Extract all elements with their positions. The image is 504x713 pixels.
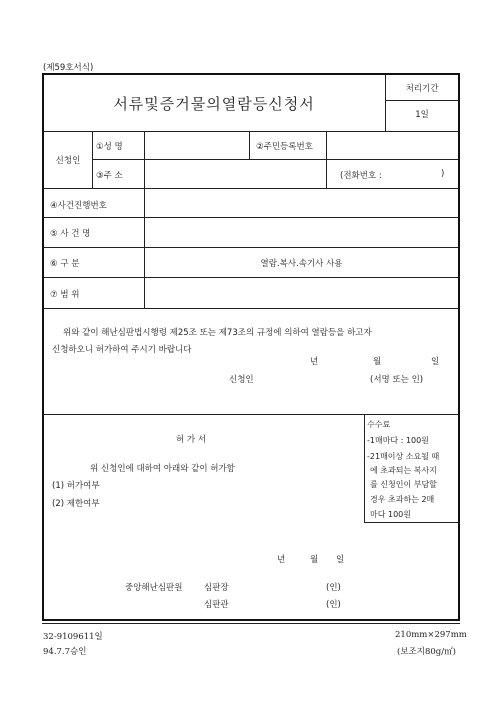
request-date-year: 년 <box>310 357 319 367</box>
permit-title: 허 가 서 <box>176 435 207 445</box>
resident-number-label: ②주민등록번호 <box>256 142 313 152</box>
address-field[interactable] <box>145 160 325 187</box>
request-signature-note: (서명 또는 인) <box>370 375 424 385</box>
name-label: ①성 명 <box>96 142 123 152</box>
fee-line3: 에 초과되는 복사지 <box>370 466 437 475</box>
permit-date-month: 월 <box>310 555 319 565</box>
footer-approval: 94.7.7승인 <box>43 647 87 657</box>
fee-line1: -1매마다 : 100원 <box>367 436 429 445</box>
phone-field[interactable] <box>400 163 438 183</box>
footer-paper: (보조지80g/㎡) <box>397 647 456 657</box>
phone-label: (전화번호 : <box>340 171 382 181</box>
request-signature-field[interactable] <box>300 370 362 385</box>
permit-body: 위 신청인에 대하여 아래와 같이 허가함 <box>90 464 235 474</box>
case-name-label: ⑤ 사 건 명 <box>50 229 91 239</box>
case-name-field[interactable] <box>145 218 457 246</box>
type-label: ⑥ 구 분 <box>50 259 80 269</box>
footer-code: 32-9109611일 <box>43 632 103 642</box>
request-text-line2: 신청하오니 허가하여 주시기 바랍니다 <box>52 345 192 355</box>
scope-label: ⑦ 범 위 <box>50 290 80 300</box>
permit-seal-chief: (인) <box>326 583 341 593</box>
permit-date-year: 년 <box>277 555 286 565</box>
fee-line2: -21매이상 소요될 때 <box>367 452 440 461</box>
fee-title: 수수료 <box>367 420 391 429</box>
request-date-month: 월 <box>373 357 382 367</box>
case-number-field[interactable] <box>145 189 457 217</box>
phone-close: ) <box>441 169 445 179</box>
permit-chief-judge: 심판장 <box>204 583 229 593</box>
permit-seal-judge: (인) <box>326 600 341 610</box>
name-field[interactable] <box>145 132 248 158</box>
form-title: 서류및증거물의열람등신청서 <box>113 94 315 113</box>
address-label: ③주 소 <box>96 171 123 181</box>
request-date-day: 일 <box>431 357 440 367</box>
permit-judge: 심판관 <box>204 600 229 610</box>
fee-line5: 경우 초과하는 2매 <box>370 495 435 504</box>
case-number-label: ④사건진행번호 <box>50 201 107 211</box>
permit-institution: 중앙해난심판원 <box>125 583 183 593</box>
type-value: 열람.복사.속기사 사용 <box>260 259 343 269</box>
scope-field[interactable] <box>145 278 457 307</box>
fee-line4: 를 신청인이 부담할 <box>370 480 437 489</box>
fee-line6: 마다 100원 <box>370 510 411 519</box>
request-signer-label: 신청인 <box>229 375 254 385</box>
permit-date-day: 일 <box>336 555 345 565</box>
request-text-line1: 위와 같이 해난심판법시행령 제25조 또는 제73조의 규정에 의하여 열람등을 하고자 <box>63 328 372 338</box>
permit-item-approval: (1) 허가여부 <box>52 481 100 491</box>
resident-number-field[interactable] <box>327 132 457 158</box>
form-number: (제59호서식) <box>43 63 94 73</box>
processing-period-value: 1일 <box>415 110 429 120</box>
permit-item-restriction: (2) 제한여부 <box>52 499 100 509</box>
footer-size: 210mm×297mm <box>395 630 467 640</box>
applicant-label: 신청인 <box>55 156 81 166</box>
processing-period-label: 처리기간 <box>405 84 439 94</box>
